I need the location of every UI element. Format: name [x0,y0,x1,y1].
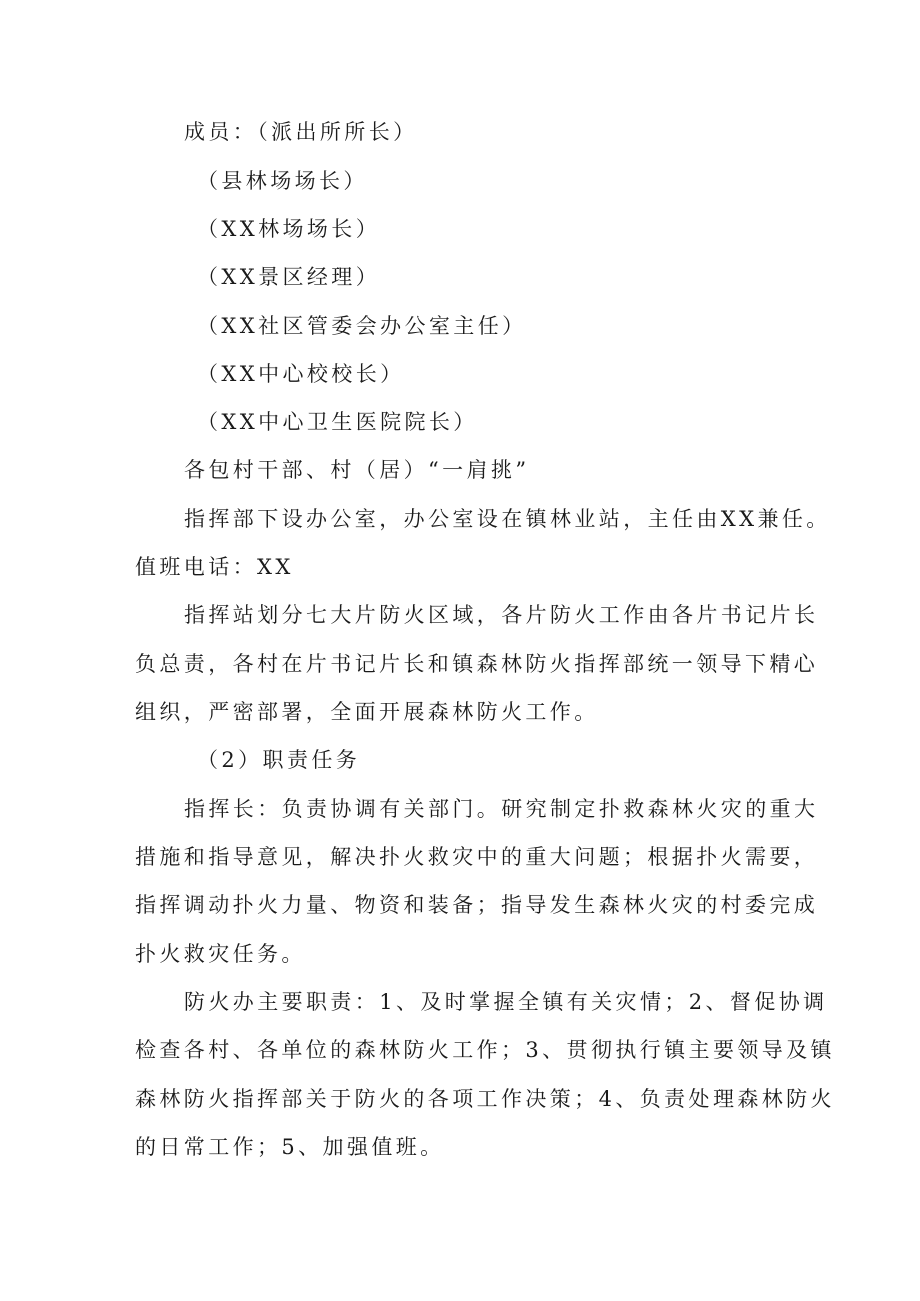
village-cadres-line: 各包村干部、村（居）“一肩挑” [184,458,530,482]
zones-paragraph-line-2: 负总责，各村在片书记片长和镇森林防火指挥部统一领导下精心 [135,652,819,676]
zones-paragraph-line-1: 指挥站划分七大片防火区域，各片防火工作由各片书记片长 [184,603,819,627]
commander-paragraph-line-2: 措施和指导意见，解决扑火救灾中的重大问题；根据扑火需要， [135,845,819,869]
commander-paragraph-line-3: 指挥调动扑火力量、物资和装备；指导发生森林火灾的村委完成 [135,893,819,917]
section-heading: （2）职责任务 [197,748,361,772]
office-paragraph-line-2: 值班电话：XX [135,555,294,579]
members-label: 成员：（派出所所长） [184,120,418,144]
member-school-principal: （XX中心校校长） [197,362,405,386]
member-county-forest-farm: （县林场场长） [197,169,368,193]
member-community-office-director: （XX社区管委会办公室主任） [197,314,527,338]
member-hospital-director: （XX中心卫生医院院长） [197,410,478,434]
office-duties-line-1: 防火办主要职责：1、及时掌握全镇有关灾情；2、督促协调 [184,990,828,1014]
member-scenic-area-manager: （XX景区经理） [197,265,381,289]
office-duties-line-4: 的日常工作；5、加强值班。 [135,1135,445,1159]
office-duties-line-3: 森林防火指挥部关于防火的各项工作决策；4、负责处理森林防火 [135,1087,835,1111]
office-duties-line-2: 检查各村、各单位的森林防火工作；3、贯彻执行镇主要领导及镇 [135,1038,835,1062]
commander-paragraph-line-4: 扑火救灾任务。 [135,942,306,966]
member-xx-forest-farm: （XX林场场长） [197,217,381,241]
zones-paragraph-line-3: 组织，严密部署，全面开展森林防火工作。 [135,700,599,724]
commander-paragraph-line-1: 指挥长：负责协调有关部门。研究制定扑救森林火灾的重大 [184,797,819,821]
office-paragraph-line-1: 指挥部下设办公室，办公室设在镇林业站，主任由XX兼任。 [184,507,831,531]
